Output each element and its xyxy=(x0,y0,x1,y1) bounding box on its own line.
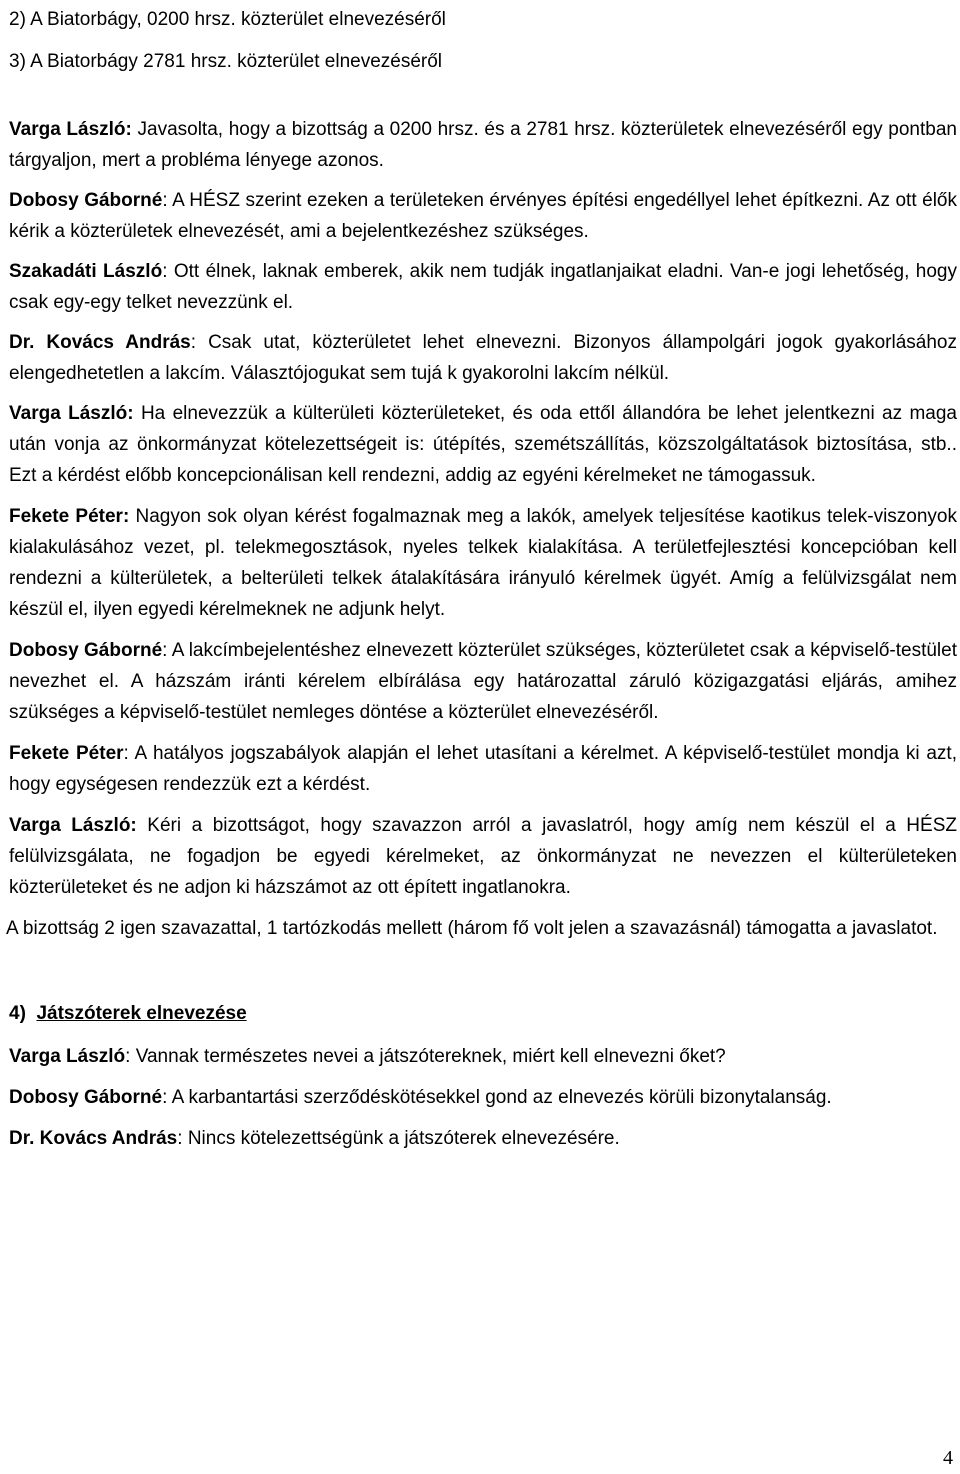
speaker-name: Dr. Kovács András xyxy=(9,1128,178,1149)
paragraph-fekete-2 xyxy=(9,738,957,800)
paragraph-text: : A HÉSZ szerint ezeken a területeken érvényes építési engedéllyel lehet építkezni. Az ott élők kérik a közterületek elnevezését, ami a bejelentkezéshez szükséges. xyxy=(9,190,958,242)
speaker-name: Szakadáti László xyxy=(9,261,163,282)
speaker-name: Dobosy Gáborné xyxy=(9,640,163,661)
speaker-name: Dobosy Gáborné xyxy=(9,190,163,211)
paragraph-dobosy-3 xyxy=(9,1082,957,1113)
speaker-name: Dr. Kovács András xyxy=(9,332,191,353)
section-number: 4) xyxy=(9,1003,26,1024)
paragraph-kovacs-1 xyxy=(9,327,957,389)
paragraph-text: Javasolta, hogy a bizottság a 0200 hrsz. és a 2781 hrsz. közterületek elnevezéséről egy pontban tárgyaljon, mert a probléma lényege azonos. xyxy=(9,119,957,171)
speaker-name: Varga László: xyxy=(9,815,137,836)
paragraph-kovacs-2 xyxy=(9,1123,957,1154)
paragraph-text: : A karbantartási szerződéskötésekkel gond az elnevezés körüli bizonytalanság. xyxy=(162,1087,832,1108)
agenda-item-2: 2) A Biatorbágy, 0200 hrsz. közterület elnevezéséről xyxy=(9,9,446,30)
speaker-name: Varga László xyxy=(9,1046,126,1067)
page-number: 4 xyxy=(943,1447,953,1469)
paragraph-vote-result xyxy=(6,913,957,944)
speaker-name: Dobosy Gáborné xyxy=(9,1087,163,1108)
paragraph-text: A bizottság 2 igen szavazattal, 1 tartózkodás mellett (három fő volt jelen a szavazásnál) támogatta a javaslatot. xyxy=(6,918,938,939)
paragraph-text: : A hatályos jogszabályok alapján el lehet utasítani a kérelmet. A képviselő-testület mondja ki azt, hogy egységesen rendezzük ezt a kérdést. xyxy=(9,743,957,795)
paragraph-szakadati xyxy=(9,256,957,318)
paragraph-text: Ha elnevezzük a külterületi közterületeket, és oda ettől állandóra be lehet jelentkezni az maga után vonja az önkormányzat kötelezettségeit is: útépítés, szemétszállítás, közszolgáltatások biztosítása, stb.. Ezt a kérdést előbb koncepcionálisan kell rendezni, addig az egyéni kérelmeket ne támogassuk. xyxy=(9,403,957,486)
paragraph-fekete-1 xyxy=(9,501,957,625)
paragraph-dobosy-2 xyxy=(9,635,957,728)
section-4-heading xyxy=(9,998,957,1029)
paragraph-varga-4 xyxy=(9,1041,957,1072)
paragraph-dobosy-1 xyxy=(9,185,957,247)
section-title: Játszóterek elnevezése xyxy=(36,1003,247,1024)
agenda-item-3: 3) A Biatorbágy 2781 hrsz. közterület elnevezéséről xyxy=(9,51,443,72)
paragraph-text: : Nincs kötelezettségünk a játszóterek elnevezésére. xyxy=(177,1128,620,1149)
paragraph-text: : Ott élnek, laknak emberek, akik nem tudják ingatlanjaikat eladni. Van-e jogi lehetőség, hogy csak egy-egy telket nevezzünk el. xyxy=(9,261,957,313)
paragraph-text: : A lakcímbejelentéshez elnevezett közterület szükséges, közterületet csak a képviselő-testület nevezhet el. A házszám iránti kérelem elbírálása egy határozattal záruló közigazgatási eljárás, amihez szükséges a képviselő-testület nemleges döntése a közterület elnevezéséről. xyxy=(9,640,957,723)
paragraph-varga-3 xyxy=(9,810,957,903)
speaker-name: Varga László: xyxy=(9,403,134,424)
speaker-name: Fekete Péter xyxy=(9,743,124,764)
paragraph-text: : Vannak természetes nevei a játszótereknek, miért kell elnevezni őket? xyxy=(125,1046,726,1067)
document-page xyxy=(6,0,958,1154)
speaker-name: Fekete Péter: xyxy=(9,506,130,527)
speaker-name: Varga László: xyxy=(9,119,132,140)
paragraph-text: Nagyon sok olyan kérést fogalmaznak meg a lakók, amelyek teljesítése kaotikus telek-viszonyok kialakulásához vezet, pl. telekmegosztások, nyeles telkek kialakítása. A területfejlesztési koncepcióban kell rendezni a külterületek, a belterületi telkek átalakítására irányuló kérelmek ügyét. Amíg a felülvizsgálat nem készül el, ilyen egyedi kérelmeknek ne adjunk helyt. xyxy=(9,506,957,620)
paragraph-text: : Csak utat, közterületet lehet elnevezni. Bizonyos állampolgári jogok gyakorlásához elengedhetetlen a lakcím. Választójogukat sem tujá k gyakorolni lakcím nélkül. xyxy=(9,332,957,384)
paragraph-varga-2 xyxy=(9,398,957,491)
paragraph-varga-1 xyxy=(9,114,957,176)
paragraph-text: Kéri a bizottságot, hogy szavazzon arról a javaslatról, hogy amíg nem készül el a HÉSZ felülvizsgálata, ne fogadjon be egyedi kérelmeket, az önkormányzat ne nevezzen el külterületeken közterületeket és ne adjon ki házszámot az ott épített ingatlanokra. xyxy=(9,815,957,898)
